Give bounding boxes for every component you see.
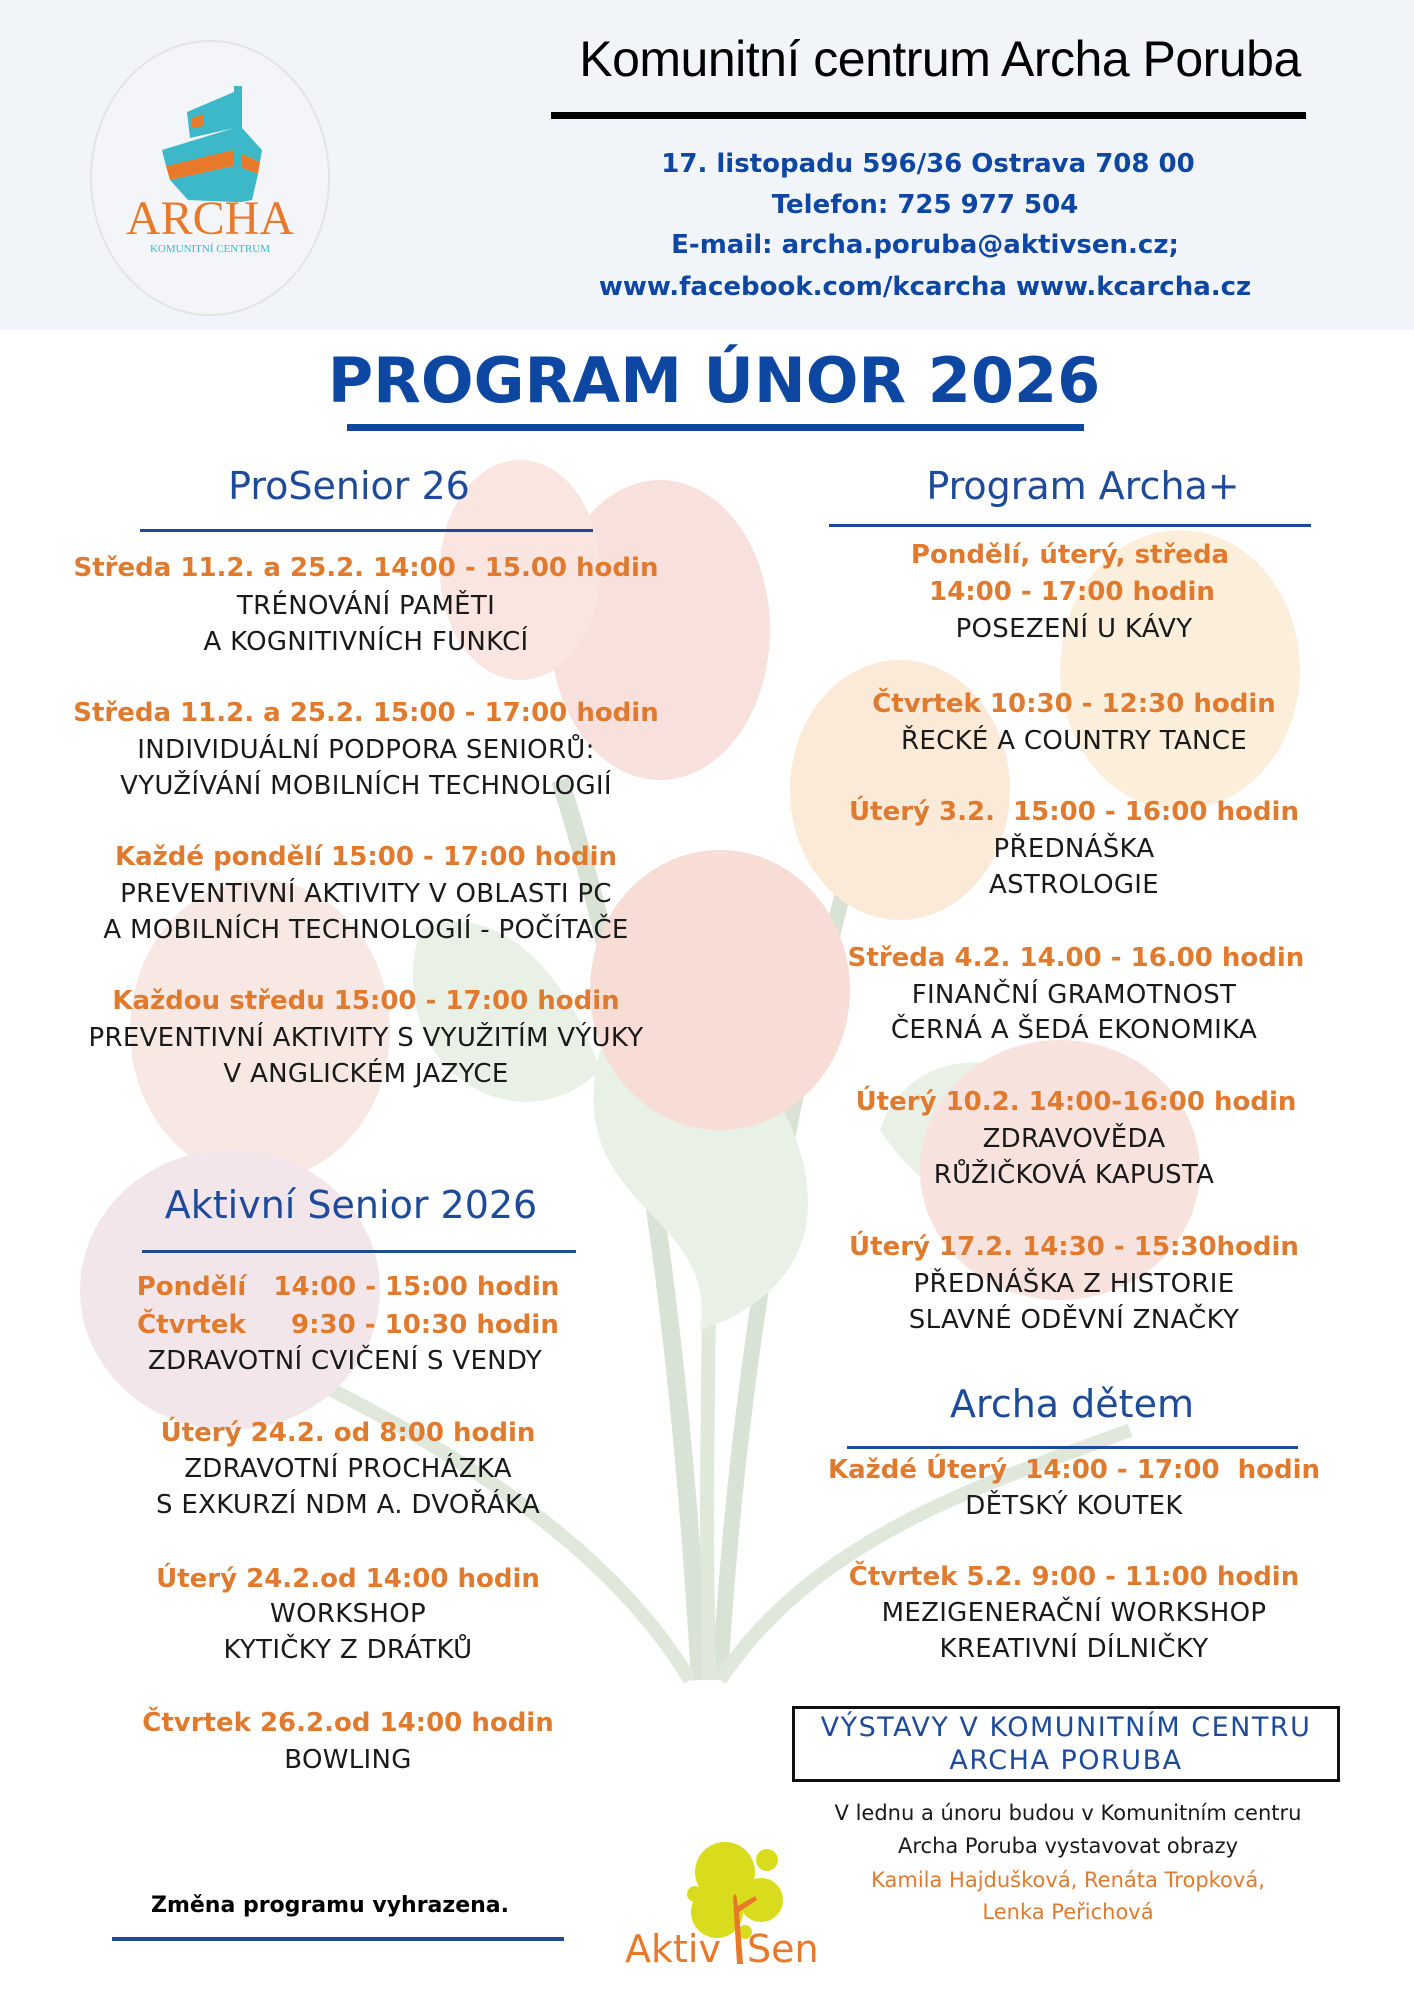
section-heading-aktivni-senior: Aktivní Senior 2026: [164, 1183, 538, 1227]
event-title: A KOGNITIVNÍCH FUNKCÍ: [203, 627, 529, 657]
section-rule-archa-plus: [829, 524, 1311, 527]
exhibition-heading: VÝSTAVY V KOMUNITNÍM CENTRU: [820, 1712, 1312, 1743]
event-title: VYUŽÍVÁNÍ MOBILNÍCH TECHNOLOGIÍ: [120, 771, 612, 801]
event-title: MEZIGENERAČNÍ WORKSHOP: [881, 1598, 1267, 1628]
exhibition-text: V lednu a únoru budou v Komunitním centru: [834, 1801, 1302, 1825]
event-title: RŮŽIČKOVÁ KAPUSTA: [933, 1160, 1215, 1190]
svg-text:Sen: Sen: [747, 1927, 819, 1970]
archa-logo-subtitle: KOMUNITNÍ CENTRUM: [149, 243, 271, 255]
program-change-note: Změna programu vyhrazena.: [151, 1893, 509, 1918]
exhibition-artists: Kamila Hajdušková, Renáta Tropková,: [871, 1868, 1265, 1892]
event-title: ZDRAVOVĚDA: [982, 1124, 1166, 1154]
event-title: ČERNÁ A ŠEDÁ EKONOMIKA: [890, 1015, 1258, 1045]
event-title: KREATIVNÍ DÍLNIČKY: [939, 1634, 1209, 1664]
section-rule-prosenior: [140, 529, 593, 532]
event-title: DĚTSKÝ KOUTEK: [965, 1491, 1183, 1521]
ark-boat-icon: [92, 42, 328, 314]
event-title: S EXKURZÍ NDM A. DVOŘÁKA: [156, 1490, 540, 1520]
event-title: BOWLING: [284, 1745, 412, 1775]
event-time: Úterý 24.2.od 14:00 hodin: [156, 1564, 540, 1594]
contact-email[interactable]: E-mail: archa.poruba@aktivsen.cz;: [671, 230, 1179, 260]
section-heading-archa-plus: Program Archa+: [926, 464, 1240, 508]
event-time: Středa 4.2. 14.00 - 16.00 hodin: [847, 943, 1305, 973]
event-title: INDIVIDUÁLNÍ PODPORA SENIORŮ:: [137, 735, 595, 765]
event-title: PREVENTIVNÍ AKTIVITY S VYUŽITÍM VÝUKY: [88, 1023, 644, 1053]
event-title: PŘEDNÁŠKA: [993, 834, 1155, 864]
event-time: Pondělí 14:00 - 15:00 hodin: [136, 1272, 560, 1302]
event-title: WORKSHOP: [270, 1599, 426, 1629]
footer-rule: [112, 1937, 564, 1941]
section-heading-archa-detem: Archa dětem: [950, 1382, 1194, 1426]
program-title: PROGRAM ÚNOR 2026: [327, 344, 1101, 417]
event-time: Úterý 3.2. 15:00 - 16:00 hodin: [849, 797, 1299, 827]
event-time: Každou středu 15:00 - 17:00 hodin: [112, 986, 620, 1016]
section-rule-archa-detem: [847, 1446, 1298, 1449]
archa-logo: [90, 40, 330, 316]
program-title-underline: [347, 424, 1084, 431]
event-title: SLAVNÉ ODĚVNÍ ZNAČKY: [908, 1305, 1240, 1335]
site-title-underline: [551, 112, 1306, 119]
event-time: Středa 11.2. a 25.2. 15:00 - 17:00 hodin: [73, 698, 659, 728]
event-time: Úterý 10.2. 14:00-16:00 hodin: [855, 1087, 1297, 1117]
event-title: PŘEDNÁŠKA Z HISTORIE: [913, 1269, 1235, 1299]
exhibition-heading: ARCHA PORUBA: [949, 1745, 1183, 1776]
event-title: ŘECKÉ A COUNTRY TANCE: [901, 726, 1247, 756]
svg-text:Aktiv: Aktiv: [625, 1927, 721, 1970]
event-time: Úterý 24.2. od 8:00 hodin: [160, 1418, 536, 1448]
contact-address: 17. listopadu 596/36 Ostrava 708 00: [661, 149, 1195, 179]
event-time: Každé Úterý 14:00 - 17:00 hodin: [827, 1455, 1321, 1485]
event-title: KYTIČKY Z DRÁTKŮ: [223, 1635, 473, 1665]
event-time: Čtvrtek 10:30 - 12:30 hodin: [872, 689, 1276, 719]
site-title: Komunitní centrum Archa Poruba: [579, 31, 1301, 87]
event-time: Každé pondělí 15:00 - 17:00 hodin: [114, 842, 618, 872]
event-time: Čtvrtek 5.2. 9:00 - 11:00 hodin: [848, 1562, 1300, 1592]
event-time: Úterý 17.2. 14:30 - 15:30hodin: [849, 1232, 1299, 1262]
event-title: ZDRAVOTNÍ PROCHÁZKA: [184, 1454, 512, 1484]
event-title: A MOBILNÍCH TECHNOLOGIÍ - POČÍTAČE: [103, 915, 629, 945]
event-time: Pondělí, úterý, středa: [910, 540, 1230, 570]
event-time: Čtvrtek 26.2.od 14:00 hodin: [142, 1708, 554, 1738]
event-title: ASTROLOGIE: [989, 870, 1159, 900]
event-time: 14:00 - 17:00 hodin: [929, 577, 1215, 607]
event-title: ZDRAVOTNÍ CVIČENÍ S VENDY: [147, 1346, 543, 1376]
event-title: V ANGLICKÉM JAZYCE: [223, 1059, 509, 1089]
aktivsen-logo: [625, 1840, 835, 1970]
exhibition-text: Archa Poruba vystavovat obrazy: [897, 1834, 1239, 1858]
archa-logo-word: ARCHA: [125, 192, 295, 245]
event-title: PREVENTIVNÍ AKTIVITY V OBLASTI PC: [120, 879, 612, 909]
event-time: Středa 11.2. a 25.2. 14:00 - 15.00 hodin: [73, 553, 659, 583]
section-rule-aktivni-senior: [142, 1250, 576, 1253]
contact-web[interactable]: www.facebook.com/kcarcha www.kcarcha.cz: [598, 272, 1252, 302]
event-title: POSEZENÍ U KÁVY: [955, 614, 1193, 644]
event-title: FINANČNÍ GRAMOTNOST: [911, 980, 1237, 1010]
event-title: TRÉNOVÁNÍ PAMĚTI: [236, 591, 496, 621]
event-time: Čtvrtek 9:30 - 10:30 hodin: [137, 1310, 559, 1340]
contact-phone[interactable]: Telefon: 725 977 504: [771, 190, 1079, 220]
section-heading-prosenior: ProSenior 26: [228, 464, 470, 508]
exhibition-artists: Lenka Peřichová: [982, 1900, 1154, 1924]
